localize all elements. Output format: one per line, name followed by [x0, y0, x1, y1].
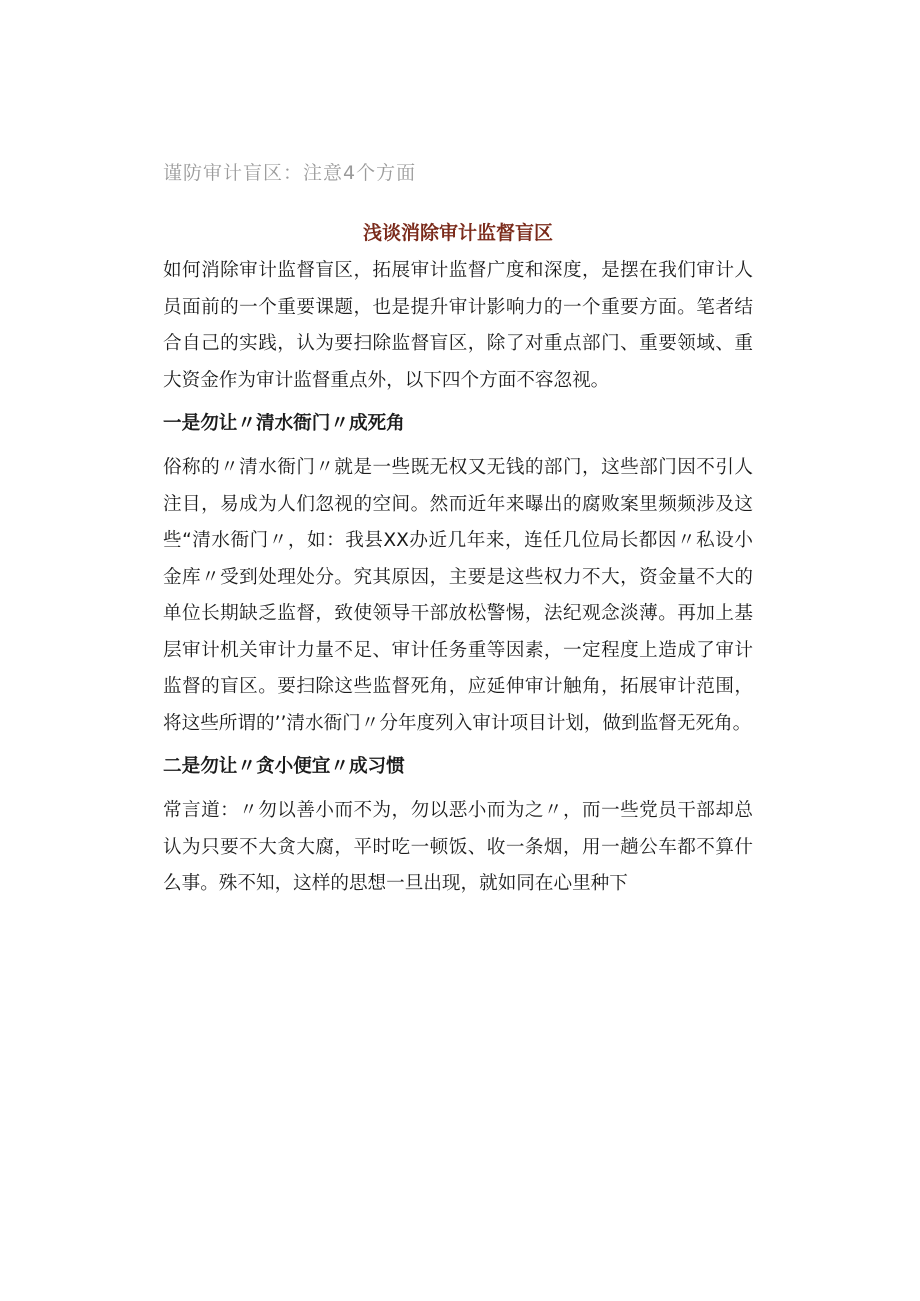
document-body — [163, 160, 753, 903]
document-title: 浅谈消除审计监督盲区 — [362, 222, 553, 244]
section-1-paragraph: 俗称的〃清水衙门〃就是一些既无权又无钱的部门，这些部门因不引人注目，易成为人们忽视的空间。然而近年来曝出的腐败案里频频涉及这些“清水衙门〃，如：我县XX办近几年来，连任几位局长都因〃私设小金库〃受到处理处分。究其原因，主要是这些权力不大，资金量不大的单位长期缺乏监督，致使领导干部放松警惕，法纪观念淡薄。再加上基层审计机关审计力量不足、审计任务重等因素，一定程度上造成了审计监督的盲区。要扫除这些监督死角，应延伸审计触角，拓展审计范围，将这些所谓的’’清水衙门〃分年度列入审计项目计划，做到监督无死角。 — [163, 457, 753, 734]
section-2-paragraph: 常言道：〃勿以善小而不为，勿以恶小而为之〃，而一些党员干部却总认为只要不大贪大腐，平时吃一顿饭、收一条烟，用一趟公车都不算什么事。殊不知，这样的思想一旦出现，就如同在心里种下 — [163, 800, 753, 894]
intro-paragraph: 如何消除审计监督盲区，拓展审计监督广度和深度，是摆在我们审计人员面前的一个重要课题，也是提升审计影响力的一个重要方面。笔者结合自己的实践，认为要扫除监督盲区，除了对重点部门、重要领域、重大资金作为审计监督重点外，以下四个方面不容忽视。 — [163, 260, 753, 391]
section-2-heading: 二是勿让〃贪小便宜〃成习惯 — [163, 756, 405, 777]
document-subtitle: 谨防审计盲区：注意4个方面 — [163, 162, 417, 184]
section-1-heading: 一是勿让〃清水衙门〃成死角 — [163, 413, 405, 434]
